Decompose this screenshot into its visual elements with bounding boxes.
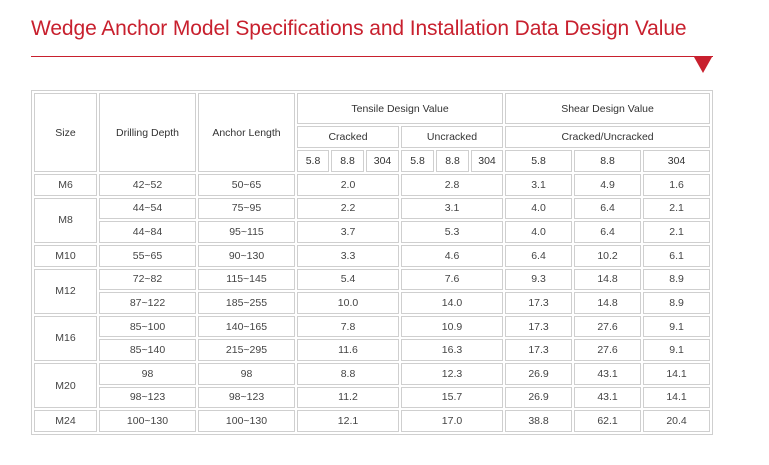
shear-58-cell: 3.1 [505,174,572,196]
tensile-cracked-cell: 8.8 [297,363,399,385]
tensile-uncracked-cell: 10.9 [401,316,503,338]
triangle-marker-icon [694,57,712,73]
drilling-depth-cell: 55~65 [99,245,196,267]
tensile-uncracked-cell: 12.3 [401,363,503,385]
tensile-uncracked-cell: 14.0 [401,292,503,314]
spec-table-container [31,90,705,435]
shear-304-cell: 2.1 [643,221,710,243]
drilling-depth-cell: 42~52 [99,174,196,196]
grade-header: 5.8 [505,150,572,172]
drilling-depth-cell: 44~54 [99,198,196,220]
shear-88-cell: 4.9 [574,174,641,196]
tensile-cracked-cell: 10.0 [297,292,399,314]
size-cell: M6 [34,174,97,196]
header-tensile: Tensile Design Value [297,93,503,124]
shear-88-cell: 6.4 [574,221,641,243]
size-cell: M8 [34,198,97,243]
shear-88-cell: 10.2 [574,245,641,267]
drilling-depth-cell: 98~123 [99,387,196,409]
shear-88-cell: 62.1 [574,410,641,432]
shear-304-cell: 9.1 [643,316,710,338]
tensile-cracked-cell: 11.6 [297,339,399,361]
table-row [34,410,710,432]
title-divider [31,56,713,57]
anchor-length-cell: 75~95 [198,198,295,220]
header-drilling-depth: Drilling Depth [99,93,196,172]
shear-88-cell: 27.6 [574,339,641,361]
table-row [34,174,710,196]
shear-58-cell: 26.9 [505,387,572,409]
shear-58-cell: 4.0 [505,221,572,243]
anchor-length-cell: 185~255 [198,292,295,314]
tensile-cracked-cell: 7.8 [297,316,399,338]
header-shear-cracked-uncracked: Cracked/Uncracked [505,126,710,148]
tensile-cracked-cell: 2.2 [297,198,399,220]
table-row [34,387,710,409]
tensile-cracked-cell: 2.0 [297,174,399,196]
shear-88-cell: 14.8 [574,269,641,291]
spec-table [31,90,713,435]
table-row [34,245,710,267]
grade-header: 8.8 [436,150,469,172]
table-row [34,221,710,243]
anchor-length-cell: 115~145 [198,269,295,291]
tensile-uncracked-cell: 4.6 [401,245,503,267]
anchor-length-cell: 98 [198,363,295,385]
tensile-uncracked-cell: 5.3 [401,221,503,243]
size-cell: M16 [34,316,97,361]
shear-58-cell: 9.3 [505,269,572,291]
tensile-uncracked-cell: 2.8 [401,174,503,196]
anchor-length-cell: 95~115 [198,221,295,243]
header-shear: Shear Design Value [505,93,710,124]
tensile-uncracked-cell: 15.7 [401,387,503,409]
shear-88-cell: 6.4 [574,198,641,220]
shear-304-cell: 14.1 [643,387,710,409]
tensile-cracked-cell: 3.3 [297,245,399,267]
anchor-length-cell: 100~130 [198,410,295,432]
table-row [34,269,710,291]
tensile-uncracked-cell: 16.3 [401,339,503,361]
shear-88-cell: 43.1 [574,387,641,409]
tensile-cracked-cell: 11.2 [297,387,399,409]
shear-304-cell: 8.9 [643,269,710,291]
size-cell: M10 [34,245,97,267]
grade-header: 304 [643,150,710,172]
grade-header: 5.8 [401,150,434,172]
anchor-length-cell: 98~123 [198,387,295,409]
shear-304-cell: 2.1 [643,198,710,220]
shear-58-cell: 17.3 [505,339,572,361]
shear-58-cell: 17.3 [505,316,572,338]
tensile-uncracked-cell: 17.0 [401,410,503,432]
grade-header: 8.8 [331,150,364,172]
shear-304-cell: 20.4 [643,410,710,432]
shear-58-cell: 4.0 [505,198,572,220]
drilling-depth-cell: 98 [99,363,196,385]
table-row [34,339,710,361]
header-tensile-uncracked: Uncracked [401,126,503,148]
grade-header: 304 [471,150,503,172]
drilling-depth-cell: 85~100 [99,316,196,338]
size-cell: M24 [34,410,97,432]
size-cell: M20 [34,363,97,408]
header-size: Size [34,93,97,172]
shear-304-cell: 8.9 [643,292,710,314]
shear-58-cell: 6.4 [505,245,572,267]
anchor-length-cell: 90~130 [198,245,295,267]
tensile-uncracked-cell: 3.1 [401,198,503,220]
shear-304-cell: 14.1 [643,363,710,385]
tensile-cracked-cell: 3.7 [297,221,399,243]
shear-304-cell: 6.1 [643,245,710,267]
size-cell: M12 [34,269,97,314]
shear-88-cell: 43.1 [574,363,641,385]
grade-header: 304 [366,150,399,172]
drilling-depth-cell: 100~130 [99,410,196,432]
shear-88-cell: 27.6 [574,316,641,338]
shear-58-cell: 17.3 [505,292,572,314]
tensile-cracked-cell: 5.4 [297,269,399,291]
header-anchor-length: Anchor Length [198,93,295,172]
shear-58-cell: 26.9 [505,363,572,385]
tensile-cracked-cell: 12.1 [297,410,399,432]
anchor-length-cell: 140~165 [198,316,295,338]
grade-header: 5.8 [297,150,329,172]
table-row [34,292,710,314]
anchor-length-cell: 215~295 [198,339,295,361]
shear-88-cell: 14.8 [574,292,641,314]
shear-58-cell: 38.8 [505,410,572,432]
drilling-depth-cell: 72~82 [99,269,196,291]
header-tensile-cracked: Cracked [297,126,399,148]
table-row [34,363,710,385]
page-title: Wedge Anchor Model Specifications and Installation Data Design Value [31,17,687,40]
table-row [34,198,710,220]
drilling-depth-cell: 87~122 [99,292,196,314]
anchor-length-cell: 50~65 [198,174,295,196]
drilling-depth-cell: 44~84 [99,221,196,243]
tensile-uncracked-cell: 7.6 [401,269,503,291]
shear-304-cell: 1.6 [643,174,710,196]
table-row [34,316,710,338]
shear-304-cell: 9.1 [643,339,710,361]
grade-header: 8.8 [574,150,641,172]
drilling-depth-cell: 85~140 [99,339,196,361]
